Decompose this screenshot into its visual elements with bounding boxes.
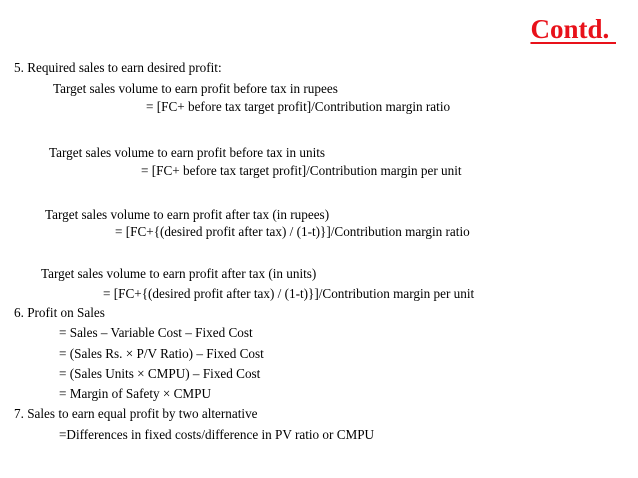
formula-line: = (Sales Rs. × P/V Ratio) – Fixed Cost [59, 346, 264, 361]
formula-line: = [FC+{(desired profit after tax) / (1-t)}]/Contribution margin per unit [103, 286, 475, 301]
formula-line: = [FC+ before tax target profit]/Contribution margin ratio [146, 99, 451, 114]
text-line: Target sales volume to earn profit after tax (in units) [41, 266, 317, 281]
item-6-heading: 6. Profit on Sales [14, 305, 105, 320]
formula-line: =Differences in fixed costs/difference in PV ratio or CMPU [59, 427, 375, 442]
slide-title: Contd. [530, 14, 616, 44]
formula-line: = [FC+ before tax target profit]/Contribution margin per unit [141, 163, 462, 178]
item-7-heading: 7. Sales to earn equal profit by two alternative [14, 406, 258, 421]
text-line: Target sales volume to earn profit before tax in units [49, 145, 326, 160]
text-line: Target sales volume to earn profit before tax in rupees [53, 81, 338, 96]
formula-line: = Margin of Safety × CMPU [59, 386, 211, 401]
item-5-heading: 5. Required sales to earn desired profit: [14, 60, 222, 75]
formula-line: = Sales – Variable Cost – Fixed Cost [59, 325, 253, 340]
formula-line: = (Sales Units × CMPU) – Fixed Cost [59, 366, 261, 381]
text-line: Target sales volume to earn profit after tax (in rupees) [45, 207, 330, 222]
formula-line: = [FC+{(desired profit after tax) / (1-t)}]/Contribution margin ratio [115, 224, 470, 239]
